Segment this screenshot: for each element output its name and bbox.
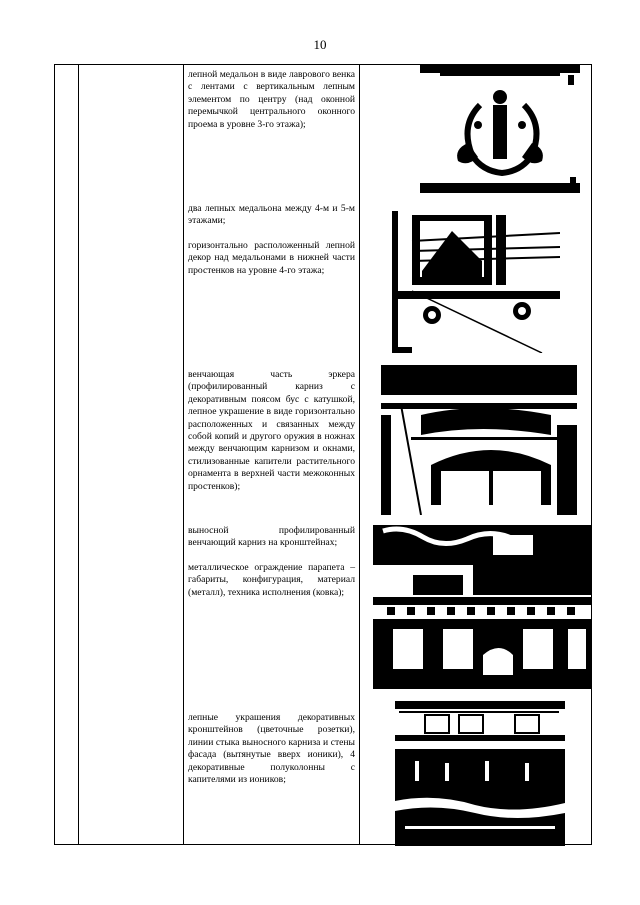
row-5-item-1: лепные украшения декоративных кронштейнов (цветочные розетки), линии стыка выносного карниза и стены фасада (вытянутые вверх ионики), 4 декоративные полуколонны с капителями из иоников; [188,712,355,786]
column-divider [359,65,360,844]
photo-bay-window-crown [381,365,577,515]
row-1-description [188,69,355,131]
row-3-item-1: венчающая часть эркера (профилированный карниз с декоративным поясом бус с катушкой, лепное украшение в виде горизонтально расположенных и связанных между собой копий и другого оружия в ножнах между венчающим карнизом и окнами, стилизованные капители растительного орнамента в верхней части межоконных простенков); [188,369,355,492]
row-2-item-2: горизонтально расположенный лепной декор над медальонами в нижней части простенков на уровне 4-го этажа; [188,239,355,276]
column-divider [183,65,184,844]
photo-medallions [392,211,560,353]
row-4-item-2: металлическое ограждение парапета – габариты, конфигурация, материал (металл), техника исполнения (ковка); [188,561,355,598]
row-5-description [188,712,355,786]
page-number: 10 [313,37,327,52]
row-4-item-1: выносной профилированный венчающий карниз на кронштейнах; [188,525,355,549]
row-2-item-1: два лепных медальона между 4-м и 5-м этажами; [188,203,355,227]
column-divider [78,65,79,844]
photo-cornice-parapet [373,525,591,689]
row-1-item-1: лепной медальон в виде лаврового венка с лентами с вертикальным лепным элементом по центру (над оконной перемычкой центрального оконного проема в уровне 3-го этажа); [188,69,355,130]
row-4-description [188,525,355,599]
row-3-description [188,369,355,493]
objects-table [54,64,592,845]
photo-brackets-semicolumns [395,701,565,846]
row-2-description [188,203,355,277]
photo-wreath-medallion [420,65,580,193]
